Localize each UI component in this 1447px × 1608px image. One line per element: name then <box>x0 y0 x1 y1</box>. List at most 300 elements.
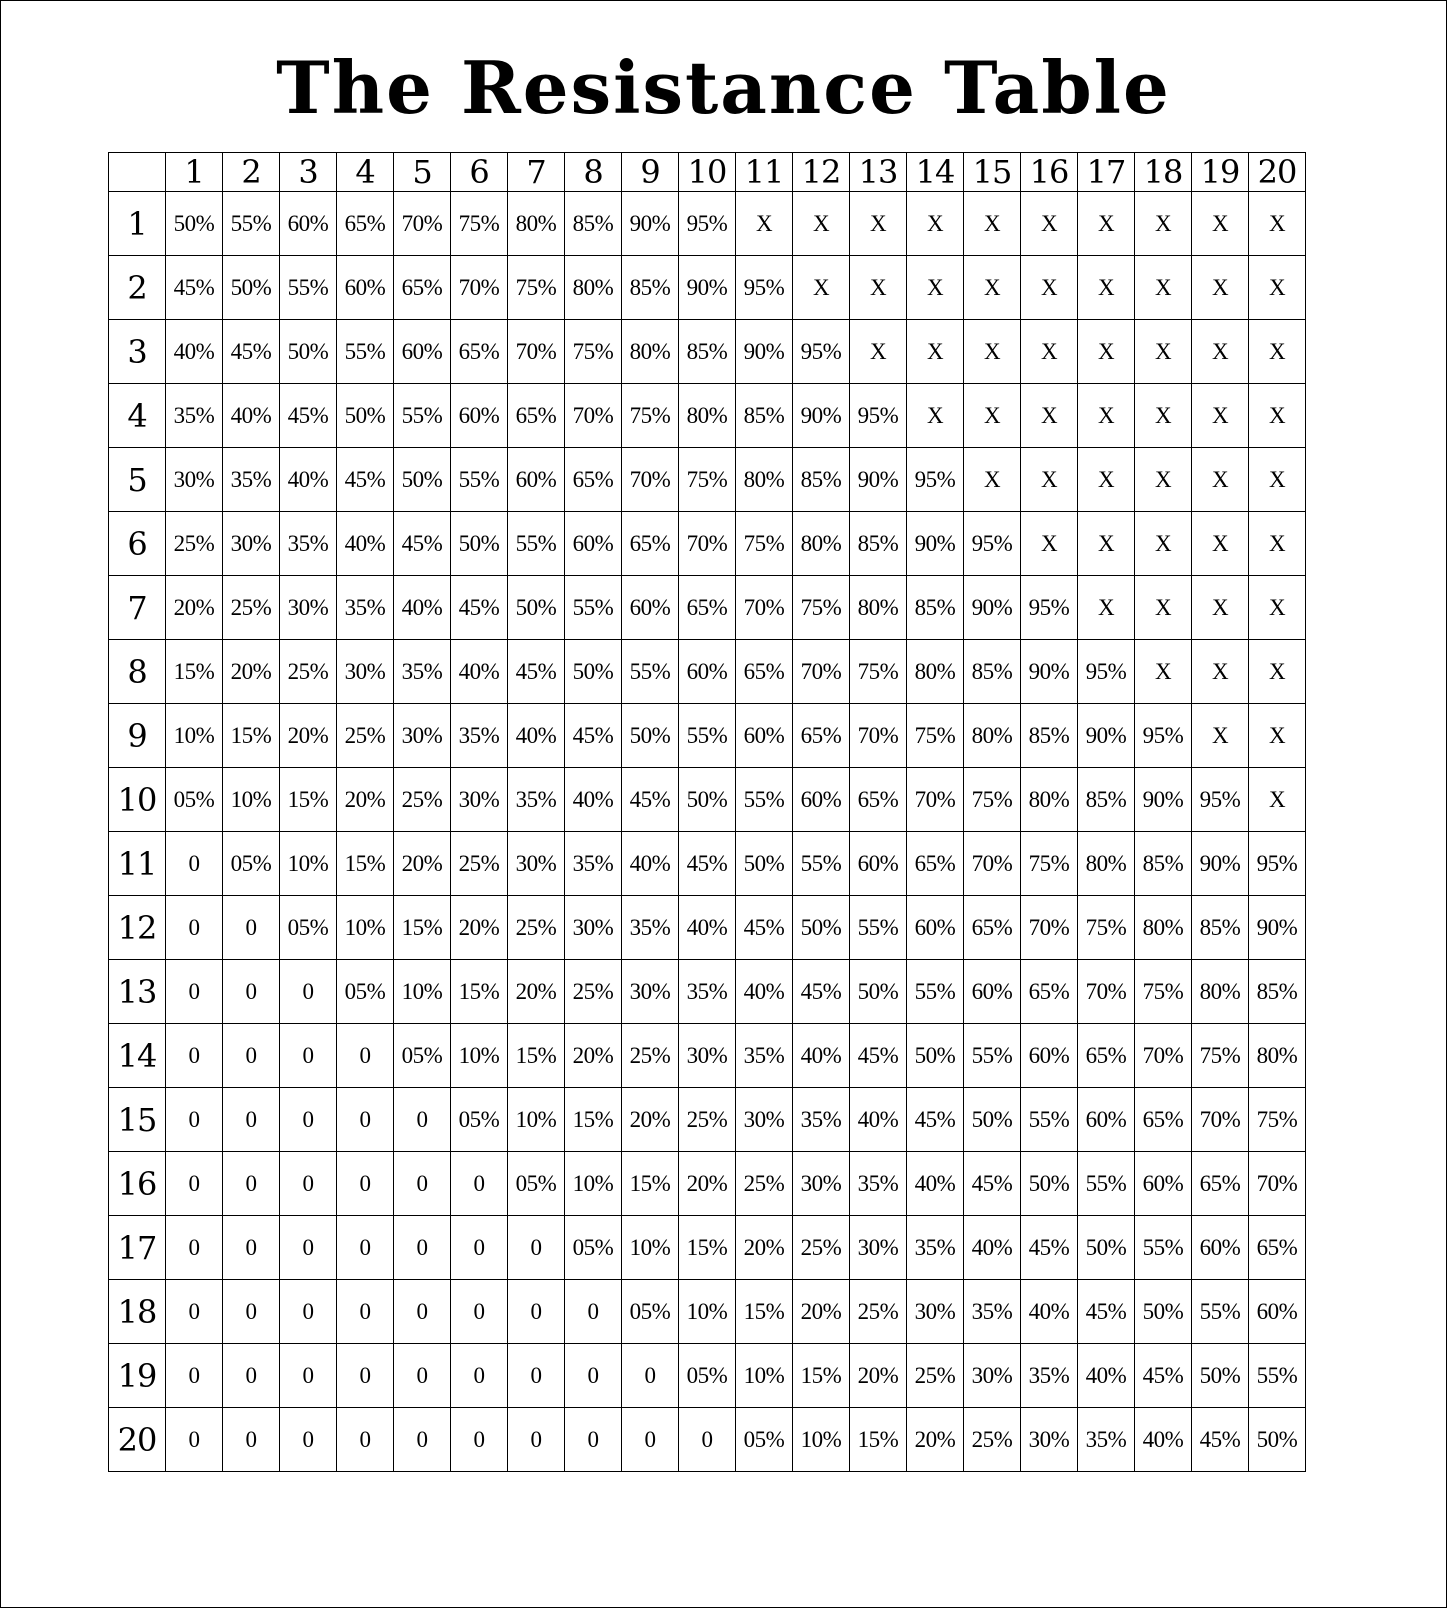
table-cell: 60% <box>1021 1024 1078 1088</box>
table-cell: 65% <box>622 512 679 576</box>
table-cell: 80% <box>1078 832 1135 896</box>
table-cell: X <box>1135 512 1192 576</box>
table-cell: 0 <box>280 1216 337 1280</box>
table-cell: 35% <box>793 1088 850 1152</box>
table-cell: X <box>793 256 850 320</box>
row-header: 6 <box>109 512 166 576</box>
table-cell: 90% <box>793 384 850 448</box>
table-cell: 50% <box>451 512 508 576</box>
table-cell: 40% <box>1021 1280 1078 1344</box>
table-cell: 95% <box>850 384 907 448</box>
table-cell: 0 <box>166 1344 223 1408</box>
table-cell: X <box>1249 640 1306 704</box>
table-row <box>109 384 1306 448</box>
table-cell: 65% <box>1021 960 1078 1024</box>
table-cell: 50% <box>166 192 223 256</box>
table-cell: 40% <box>508 704 565 768</box>
table-cell: 70% <box>508 320 565 384</box>
table-cell: 10% <box>508 1088 565 1152</box>
table-cell: 15% <box>736 1280 793 1344</box>
table-cell: 45% <box>679 832 736 896</box>
table-cell: 25% <box>679 1088 736 1152</box>
table-cell: 70% <box>394 192 451 256</box>
table-cell: 35% <box>1078 1408 1135 1472</box>
table-cell: 10% <box>793 1408 850 1472</box>
table-cell: 80% <box>736 448 793 512</box>
table-cell: 70% <box>907 768 964 832</box>
table-cell: X <box>1192 384 1249 448</box>
table-cell: 60% <box>622 576 679 640</box>
table-cell: 0 <box>223 1344 280 1408</box>
table-cell: 35% <box>394 640 451 704</box>
table-cell: 15% <box>508 1024 565 1088</box>
table-cell: 45% <box>1021 1216 1078 1280</box>
table-cell: 85% <box>1021 704 1078 768</box>
table-cell: X <box>1249 512 1306 576</box>
table-cell: 55% <box>394 384 451 448</box>
table-cell: 0 <box>223 960 280 1024</box>
table-cell: 0 <box>337 1408 394 1472</box>
table-cell: 55% <box>1135 1216 1192 1280</box>
table-cell: 0 <box>223 1408 280 1472</box>
table-cell: 75% <box>451 192 508 256</box>
table-cell: X <box>907 192 964 256</box>
table-row <box>109 896 1306 960</box>
table-cell: 0 <box>223 1280 280 1344</box>
table-cell: 50% <box>1249 1408 1306 1472</box>
table-cell: 05% <box>280 896 337 960</box>
row-header: 16 <box>109 1152 166 1216</box>
table-cell: 60% <box>1078 1088 1135 1152</box>
table-cell: 50% <box>280 320 337 384</box>
column-header: 19 <box>1192 153 1249 192</box>
table-cell: X <box>1249 576 1306 640</box>
table-cell: 0 <box>508 1216 565 1280</box>
table-cell: 35% <box>565 832 622 896</box>
table-cell: 55% <box>1078 1152 1135 1216</box>
table-cell: 30% <box>679 1024 736 1088</box>
table-cell: 0 <box>337 1152 394 1216</box>
column-header: 14 <box>907 153 964 192</box>
table-cell: 30% <box>223 512 280 576</box>
table-cell: 0 <box>508 1280 565 1344</box>
row-header: 2 <box>109 256 166 320</box>
table-cell: 05% <box>622 1280 679 1344</box>
table-cell: X <box>1249 320 1306 384</box>
table-cell: 15% <box>622 1152 679 1216</box>
table-cell: 45% <box>1192 1408 1249 1472</box>
table-cell: 0 <box>337 1344 394 1408</box>
row-header: 4 <box>109 384 166 448</box>
table-cell: X <box>1249 384 1306 448</box>
column-header: 5 <box>394 153 451 192</box>
table-cell: 0 <box>223 1024 280 1088</box>
table-cell: 35% <box>451 704 508 768</box>
table-cell: 60% <box>850 832 907 896</box>
column-header: 13 <box>850 153 907 192</box>
table-cell: 0 <box>565 1408 622 1472</box>
table-cell: 20% <box>280 704 337 768</box>
table-cell: 05% <box>679 1344 736 1408</box>
table-cell: 35% <box>850 1152 907 1216</box>
table-cell: 65% <box>451 320 508 384</box>
table-row <box>109 320 1306 384</box>
table-cell: X <box>1192 192 1249 256</box>
table-cell: 15% <box>166 640 223 704</box>
table-cell: 25% <box>907 1344 964 1408</box>
row-header: 1 <box>109 192 166 256</box>
table-cell: 80% <box>907 640 964 704</box>
table-cell: 40% <box>166 320 223 384</box>
table-cell: X <box>1192 576 1249 640</box>
table-cell: 85% <box>679 320 736 384</box>
table-cell: 75% <box>679 448 736 512</box>
table-cell: 0 <box>166 896 223 960</box>
table-cell: 60% <box>565 512 622 576</box>
table-cell: 0 <box>280 1024 337 1088</box>
table-cell: 75% <box>1192 1024 1249 1088</box>
table-cell: 85% <box>565 192 622 256</box>
table-cell: 0 <box>451 1408 508 1472</box>
table-cell: 0 <box>337 1216 394 1280</box>
table-cell: 55% <box>850 896 907 960</box>
table-cell: 95% <box>736 256 793 320</box>
table-cell: 45% <box>508 640 565 704</box>
table-cell: 05% <box>394 1024 451 1088</box>
table-row <box>109 448 1306 512</box>
table-cell: 15% <box>337 832 394 896</box>
table-cell: 50% <box>223 256 280 320</box>
table-cell: 45% <box>1135 1344 1192 1408</box>
table-cell: 35% <box>622 896 679 960</box>
table-cell: 95% <box>1192 768 1249 832</box>
table-cell: 30% <box>736 1088 793 1152</box>
table-cell: X <box>1021 512 1078 576</box>
table-cell: 70% <box>679 512 736 576</box>
table-cell: 55% <box>793 832 850 896</box>
table-row <box>109 1408 1306 1472</box>
table-cell: 65% <box>508 384 565 448</box>
table-cell: 70% <box>964 832 1021 896</box>
row-header: 19 <box>109 1344 166 1408</box>
table-row <box>109 640 1306 704</box>
table-cell: 0 <box>280 1408 337 1472</box>
table-cell: 65% <box>850 768 907 832</box>
table-cell: 60% <box>736 704 793 768</box>
table-cell: 70% <box>1135 1024 1192 1088</box>
table-cell: 20% <box>166 576 223 640</box>
table-cell: 15% <box>394 896 451 960</box>
table-cell: X <box>850 192 907 256</box>
table-cell: 25% <box>337 704 394 768</box>
table-cell: 80% <box>964 704 1021 768</box>
table-cell: 20% <box>907 1408 964 1472</box>
table-cell: 0 <box>223 1216 280 1280</box>
table-cell: X <box>1249 448 1306 512</box>
table-cell: 65% <box>394 256 451 320</box>
table-cell: 60% <box>907 896 964 960</box>
table-cell: X <box>1135 576 1192 640</box>
table-cell: 65% <box>1135 1088 1192 1152</box>
table-cell: 45% <box>964 1152 1021 1216</box>
table-cell: X <box>1021 448 1078 512</box>
table-cell: 10% <box>337 896 394 960</box>
table-row <box>109 1152 1306 1216</box>
table-cell: 05% <box>565 1216 622 1280</box>
table-row <box>109 576 1306 640</box>
table-cell: X <box>907 320 964 384</box>
table-cell: 35% <box>166 384 223 448</box>
table-cell: 55% <box>679 704 736 768</box>
table-cell: 15% <box>451 960 508 1024</box>
table-cell: 65% <box>1078 1024 1135 1088</box>
table-cell: 90% <box>1192 832 1249 896</box>
column-header: 7 <box>508 153 565 192</box>
table-cell: X <box>964 320 1021 384</box>
table-cell: 20% <box>622 1088 679 1152</box>
table-cell: 25% <box>451 832 508 896</box>
table-cell: X <box>1021 384 1078 448</box>
table-cell: 0 <box>394 1216 451 1280</box>
table-cell: 20% <box>337 768 394 832</box>
table-cell: 0 <box>166 1280 223 1344</box>
table-cell: 35% <box>508 768 565 832</box>
table-cell: 90% <box>736 320 793 384</box>
table-cell: 90% <box>964 576 1021 640</box>
row-header: 17 <box>109 1216 166 1280</box>
table-cell: 45% <box>565 704 622 768</box>
table-cell: 50% <box>337 384 394 448</box>
table-cell: X <box>1021 256 1078 320</box>
table-cell: 0 <box>565 1344 622 1408</box>
table-row <box>109 704 1306 768</box>
table-cell: 80% <box>1249 1024 1306 1088</box>
table-cell: 45% <box>394 512 451 576</box>
table-cell: 70% <box>451 256 508 320</box>
table-cell: 50% <box>1135 1280 1192 1344</box>
table-cell: 0 <box>166 1088 223 1152</box>
resistance-table <box>108 152 1306 1472</box>
table-cell: X <box>1078 256 1135 320</box>
table-cell: X <box>1249 768 1306 832</box>
table-cell: 15% <box>280 768 337 832</box>
table-row <box>109 1344 1306 1408</box>
table-cell: 0 <box>394 1152 451 1216</box>
table-cell: 55% <box>622 640 679 704</box>
table-cell: 30% <box>280 576 337 640</box>
column-header: 1 <box>166 153 223 192</box>
column-header: 4 <box>337 153 394 192</box>
table-cell: 85% <box>1135 832 1192 896</box>
table-cell: 20% <box>565 1024 622 1088</box>
table-cell: 45% <box>1078 1280 1135 1344</box>
table-cell: 75% <box>1135 960 1192 1024</box>
table-cell: 65% <box>1192 1152 1249 1216</box>
table-cell: 70% <box>622 448 679 512</box>
table-cell: 0 <box>679 1408 736 1472</box>
table-cell: 85% <box>964 640 1021 704</box>
table-cell: 95% <box>679 192 736 256</box>
table-cell: 0 <box>451 1280 508 1344</box>
table-cell: 30% <box>565 896 622 960</box>
table-cell: 50% <box>1192 1344 1249 1408</box>
table-cell: 70% <box>1192 1088 1249 1152</box>
table-cell: 60% <box>679 640 736 704</box>
table-cell: 40% <box>907 1152 964 1216</box>
table-cell: 50% <box>850 960 907 1024</box>
table-cell: 45% <box>793 960 850 1024</box>
table-cell: X <box>736 192 793 256</box>
table-cell: 35% <box>1021 1344 1078 1408</box>
column-header: 20 <box>1249 153 1306 192</box>
table-cell: 0 <box>280 960 337 1024</box>
table-cell: 25% <box>850 1280 907 1344</box>
table-cell: 50% <box>508 576 565 640</box>
table-cell: 75% <box>907 704 964 768</box>
table-cell: 75% <box>1078 896 1135 960</box>
table-cell: 70% <box>1021 896 1078 960</box>
table-cell: 85% <box>850 512 907 576</box>
table-cell: 75% <box>565 320 622 384</box>
table-cell: 25% <box>793 1216 850 1280</box>
table-cell: 90% <box>907 512 964 576</box>
table-cell: 75% <box>964 768 1021 832</box>
table-cell: 55% <box>1021 1088 1078 1152</box>
table-cell: X <box>1192 448 1249 512</box>
column-header: 11 <box>736 153 793 192</box>
table-cell: 0 <box>166 1152 223 1216</box>
table-row <box>109 1216 1306 1280</box>
table-cell: 20% <box>850 1344 907 1408</box>
table-cell: 65% <box>679 576 736 640</box>
column-header: 8 <box>565 153 622 192</box>
table-cell: 30% <box>907 1280 964 1344</box>
table-cell: X <box>793 192 850 256</box>
table-cell: 80% <box>1192 960 1249 1024</box>
table-cell: 55% <box>565 576 622 640</box>
row-header: 20 <box>109 1408 166 1472</box>
table-cell: 50% <box>565 640 622 704</box>
table-cell: 0 <box>337 1088 394 1152</box>
table-cell: 35% <box>223 448 280 512</box>
table-cell: 45% <box>280 384 337 448</box>
table-cell: 25% <box>166 512 223 576</box>
table-cell: 20% <box>223 640 280 704</box>
row-header: 15 <box>109 1088 166 1152</box>
table-cell: 0 <box>223 1088 280 1152</box>
table-cell: 30% <box>850 1216 907 1280</box>
table-cell: 10% <box>736 1344 793 1408</box>
table-cell: 40% <box>1135 1408 1192 1472</box>
table-cell: X <box>1021 320 1078 384</box>
table-cell: 0 <box>166 960 223 1024</box>
table-cell: 55% <box>964 1024 1021 1088</box>
table-cell: 95% <box>964 512 1021 576</box>
row-header: 9 <box>109 704 166 768</box>
table-cell: 30% <box>337 640 394 704</box>
table-cell: 10% <box>622 1216 679 1280</box>
table-cell: 75% <box>793 576 850 640</box>
table-cell: 15% <box>223 704 280 768</box>
corner-cell <box>109 153 166 192</box>
table-cell: 50% <box>736 832 793 896</box>
row-header: 12 <box>109 896 166 960</box>
table-cell: X <box>907 256 964 320</box>
table-cell: 30% <box>394 704 451 768</box>
row-header: 8 <box>109 640 166 704</box>
table-cell: 85% <box>907 576 964 640</box>
table-cell: X <box>1078 384 1135 448</box>
table-cell: 0 <box>451 1152 508 1216</box>
table-cell: 25% <box>508 896 565 960</box>
table-cell: X <box>1192 640 1249 704</box>
table-cell: 10% <box>223 768 280 832</box>
row-header: 5 <box>109 448 166 512</box>
table-cell: 90% <box>1078 704 1135 768</box>
column-header: 15 <box>964 153 1021 192</box>
table-cell: 70% <box>736 576 793 640</box>
table-cell: 40% <box>1078 1344 1135 1408</box>
table-cell: 30% <box>964 1344 1021 1408</box>
table-cell: 20% <box>394 832 451 896</box>
table-cell: 10% <box>451 1024 508 1088</box>
table-cell: 65% <box>907 832 964 896</box>
table-cell: X <box>1249 256 1306 320</box>
table-cell: 45% <box>223 320 280 384</box>
column-header: 3 <box>280 153 337 192</box>
table-cell: 70% <box>1078 960 1135 1024</box>
table-row <box>109 192 1306 256</box>
table-cell: 80% <box>1135 896 1192 960</box>
table-cell: X <box>1078 192 1135 256</box>
table-cell: 40% <box>337 512 394 576</box>
table-cell: X <box>1078 448 1135 512</box>
table-cell: 60% <box>793 768 850 832</box>
table-cell: 80% <box>622 320 679 384</box>
table-cell: 0 <box>166 1024 223 1088</box>
table-row <box>109 256 1306 320</box>
row-header: 13 <box>109 960 166 1024</box>
table-cell: X <box>850 320 907 384</box>
column-header: 12 <box>793 153 850 192</box>
table-cell: 55% <box>907 960 964 1024</box>
table-cell: 90% <box>622 192 679 256</box>
table-cell: 30% <box>622 960 679 1024</box>
table-cell: 70% <box>793 640 850 704</box>
table-cell: 25% <box>280 640 337 704</box>
table-row <box>109 960 1306 1024</box>
table-cell: 60% <box>451 384 508 448</box>
column-header: 6 <box>451 153 508 192</box>
table-cell: 20% <box>508 960 565 1024</box>
table-cell: 0 <box>394 1280 451 1344</box>
table-cell: 55% <box>280 256 337 320</box>
column-header: 18 <box>1135 153 1192 192</box>
table-cell: 0 <box>622 1408 679 1472</box>
table-cell: 05% <box>337 960 394 1024</box>
table-cell: 35% <box>736 1024 793 1088</box>
table-cell: 50% <box>1021 1152 1078 1216</box>
table-cell: X <box>907 384 964 448</box>
table-row <box>109 1024 1306 1088</box>
table-cell: 25% <box>964 1408 1021 1472</box>
table-cell: 55% <box>223 192 280 256</box>
table-cell: 85% <box>736 384 793 448</box>
table-cell: 55% <box>337 320 394 384</box>
table-cell: X <box>964 384 1021 448</box>
table-cell: 80% <box>565 256 622 320</box>
table-cell: 70% <box>565 384 622 448</box>
